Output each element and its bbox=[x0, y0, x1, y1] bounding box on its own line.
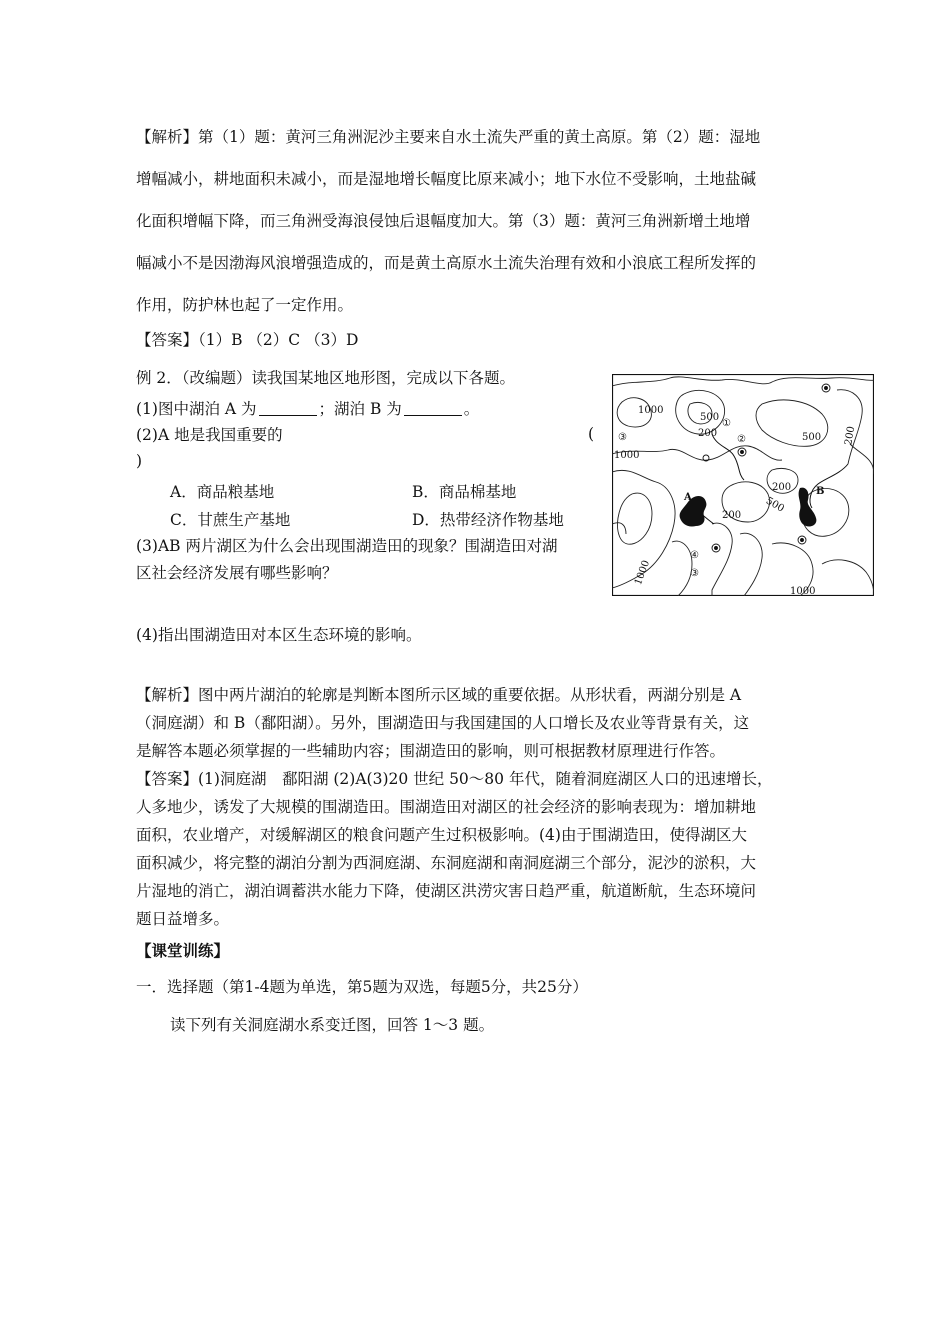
answer-blank-b[interactable] bbox=[404, 401, 462, 416]
answer-2-line: 面积，农业增产，对缓解湖区的粮食问题产生过积极影响。(4)由于围湖造田，使得湖区大 bbox=[136, 826, 747, 844]
question-1-text-a: (1)图中湖泊 A 为 bbox=[136, 400, 257, 418]
option-d: D．热带经济作物基地 bbox=[412, 511, 564, 529]
option-b: B．商品棉基地 bbox=[412, 483, 517, 501]
question-3-line: 区社会经济发展有哪些影响？ bbox=[136, 564, 338, 582]
map-label: 200 bbox=[722, 510, 742, 521]
analysis-2-line: （洞庭湖）和 B（鄱阳湖）。另外，围湖造田与我国建国的人口增长及农业等背景有关，这 bbox=[136, 714, 750, 732]
answer-2-line: 片湿地的消亡，湖泊调蓄洪水能力下降，使湖区洪涝灾害日趋严重，航道断航，生态环境问 bbox=[136, 882, 757, 900]
analysis-1-line: 【解析】第（1）题：黄河三角洲泥沙主要来自水土流失严重的黄土高原。第（2）题：湿地 bbox=[136, 128, 761, 146]
map-label: ② bbox=[737, 434, 746, 445]
map-label: ① bbox=[722, 418, 731, 429]
question-1 bbox=[136, 399, 479, 419]
map-label: ③ bbox=[690, 568, 699, 579]
map-label: 1000 bbox=[633, 558, 653, 587]
question-2-paren-open: ( bbox=[588, 425, 595, 443]
part-1-heading: 一．选择题（第1-4题为单选，第5题为双选，每题5分，共25分） bbox=[136, 978, 588, 996]
question-1-end: 。 bbox=[463, 400, 480, 418]
map-label: 200 bbox=[698, 428, 718, 439]
answer-1: 【答案】（1）B （2）C （3）D bbox=[136, 331, 359, 349]
map-label: 200 bbox=[772, 482, 792, 493]
section-heading: 【课堂训练】 bbox=[136, 941, 230, 960]
question-1-text-b: ；湖泊 B 为 bbox=[318, 400, 402, 418]
option-c: C．甘蔗生产基地 bbox=[170, 511, 291, 529]
map-label: 200 bbox=[843, 425, 858, 447]
analysis-1-line: 化面积增幅下降，而三角洲受海浪侵蚀后退幅度加大。第（3）题：黄河三角洲新增土地增 bbox=[136, 212, 751, 230]
answer-2-line: 【答案】(1)洞庭湖 鄱阳湖 (2)A(3)20 世纪 50～80 年代，随着洞庭湖区人口的迅速增长， bbox=[136, 770, 773, 788]
question-2: (2)A 地是我国重要的 bbox=[136, 426, 283, 444]
answer-2-line: 面积减少，将完整的湖泊分割为西洞庭湖、东洞庭湖和南洞庭湖三个部分，泥沙的淤积，大 bbox=[136, 854, 757, 872]
question-3-line: (3)AB 两片湖区为什么会出现围湖造田的现象？围湖造田对湖 bbox=[136, 537, 558, 555]
analysis-2-line: 【解析】图中两片湖泊的轮廓是判断本图所示区域的重要依据。从形状看，两湖分别是 A bbox=[136, 686, 742, 704]
map-label: ④ bbox=[690, 550, 699, 561]
topographic-map bbox=[612, 374, 874, 596]
option-a: A．商品粮基地 bbox=[170, 483, 275, 501]
answer-blank-a[interactable] bbox=[259, 401, 317, 416]
map-label: 500 bbox=[763, 495, 786, 515]
lake-a-label: A bbox=[684, 492, 692, 503]
analysis-1-line: 增幅减小，耕地面积未减小，而是湿地增长幅度比原来减小；地下水位不受影响，土地盐碱 bbox=[136, 170, 757, 188]
analysis-1-line: 幅减小不是因渤海风浪增强造成的，而是黄土高原水土流失治理有效和小浪底工程所发挥的 bbox=[136, 254, 757, 272]
answer-2-line: 人多地少，诱发了大规模的围湖造田。围湖造田对湖区的社会经济的影响表现为：增加耕地 bbox=[136, 798, 757, 816]
analysis-2-line: 是解答本题必须掌握的一些辅助内容；围湖造田的影响，则可根据教材原理进行作答。 bbox=[136, 742, 726, 760]
question-4: (4)指出围湖造田对本区生态环境的影响。 bbox=[136, 626, 422, 644]
map-label: ③ bbox=[618, 432, 627, 443]
question-2-paren-close: ) bbox=[136, 452, 143, 470]
map-label: 1000 bbox=[790, 586, 816, 596]
map-label: 500 bbox=[802, 432, 822, 443]
map-label: 1000 bbox=[614, 450, 640, 461]
example-2-title: 例 2．（改编题）读我国某地区地形图，完成以下各题。 bbox=[136, 369, 516, 387]
reading-instruction: 读下列有关洞庭湖水系变迁图，回答 1～3 题。 bbox=[170, 1016, 495, 1034]
analysis-1-line: 作用，防护林也起了一定作用。 bbox=[136, 296, 354, 314]
answer-2-line: 题日益增多。 bbox=[136, 910, 230, 928]
lake-b-label: B bbox=[816, 486, 825, 497]
map-label: 1000 bbox=[638, 405, 664, 416]
map-label: 500 bbox=[700, 412, 720, 423]
